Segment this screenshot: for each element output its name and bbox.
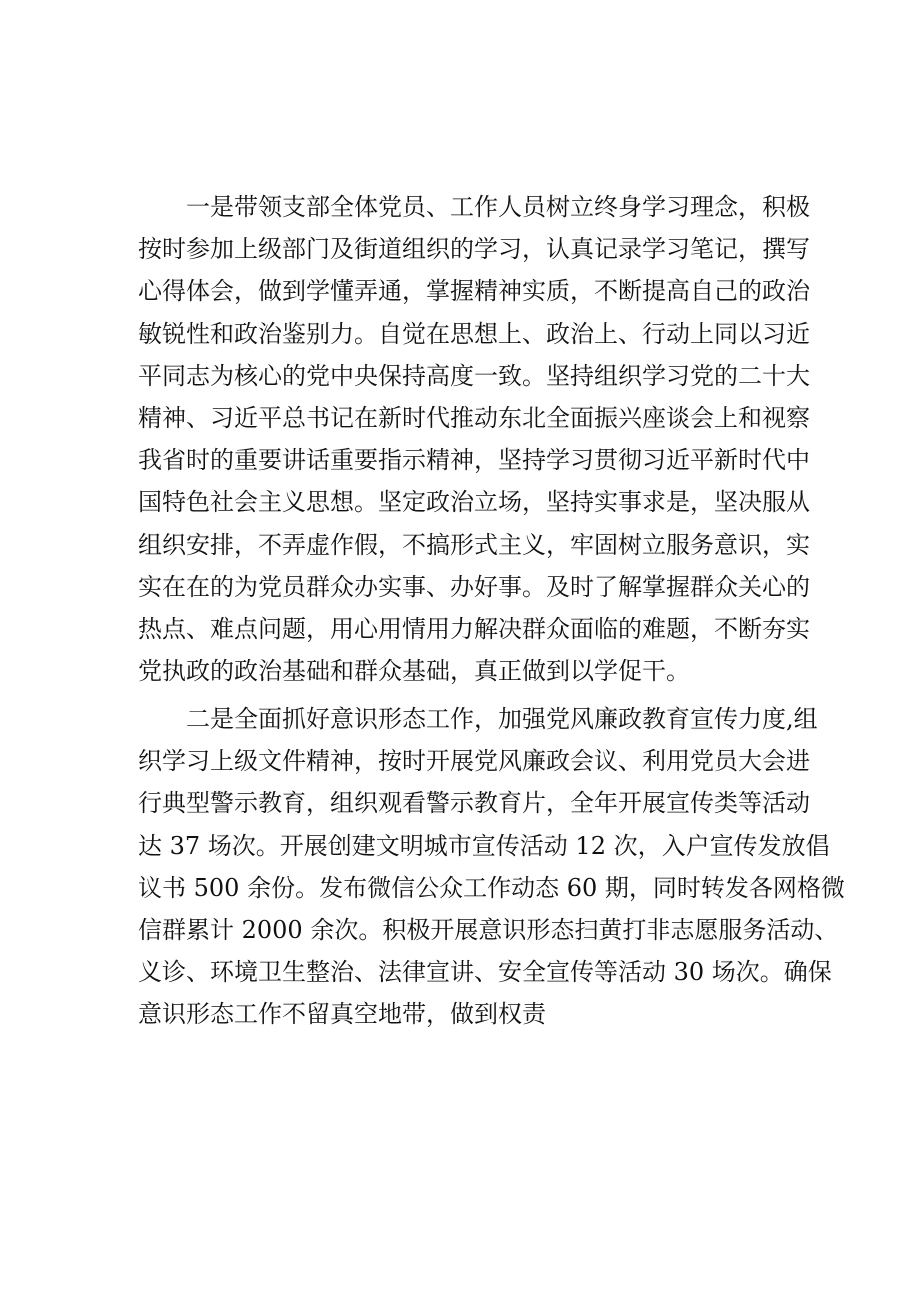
- paragraph-line: 意识形态工作不留真空地带，做到权责: [138, 1000, 546, 1029]
- paragraph-line: 达 37 场次。开展创建文明城市宣传活动 12 次，入户宣传发放倡: [138, 831, 830, 860]
- paragraph-line: 心得体会，做到学懂弄通，掌握精神实质，不断提高自己的政治: [138, 277, 810, 306]
- paragraph-line: 信群累计 2000 余次。积极开展意识形态扫黄打非志愿服务活动、: [138, 915, 839, 944]
- paragraph-line: 敏锐性和政治鉴别力。自觉在思想上、政治上、行动上同以习近: [138, 319, 810, 348]
- paragraph-line: 二是全面抓好意识形态工作，加强党风廉政教育宣传力度,组: [186, 705, 818, 733]
- paragraph-line: 议书 500 余份。发布微信公众工作动态 60 期，同时转发各网格微: [138, 873, 845, 902]
- paragraph-line: 一是带领支部全体党员、工作人员树立终身学习理念，积极: [186, 193, 810, 221]
- paragraph-2: [138, 698, 845, 1036]
- paragraph-1: [138, 186, 810, 692]
- paragraph-line: 织学习上级文件精神，按时开展党风廉政会议、利用党员大会进: [138, 747, 810, 776]
- paragraph-line: 按时参加上级部门及街道组织的学习，认真记录学习笔记，撰写: [138, 235, 810, 264]
- paragraph-line: 党执政的政治基础和群众基础，真正做到以学促干。: [138, 657, 690, 686]
- paragraph-line: 平同志为核心的党中央保持高度一致。坚持组织学习党的二十大: [138, 361, 810, 390]
- paragraph-line: 组织安排，不弄虚作假，不搞形式主义，牢固树立服务意识，实: [138, 530, 810, 559]
- paragraph-line: 义诊、环境卫生整治、法律宣讲、安全宣传等活动 30 场次。确保: [138, 958, 832, 987]
- paragraph-line: 精神、习近平总书记在新时代推动东北全面振兴座谈会上和视察: [138, 403, 810, 432]
- paragraph-line: 实在在的为党员群众办实事、办好事。及时了解掌握群众关心的: [138, 572, 810, 601]
- paragraph-line: 热点、难点问题，用心用情用力解决群众面临的难题，不断夯实: [138, 614, 810, 643]
- paragraph-line: 国特色社会主义思想。坚定政治立场，坚持实事求是，坚决服从: [138, 488, 810, 517]
- paragraph-line: 我省时的重要讲话重要指示精神，坚持学习贯彻习近平新时代中: [138, 446, 810, 475]
- paragraph-line: 行典型警示教育，组织观看警示教育片，全年开展宣传类等活动: [138, 789, 810, 818]
